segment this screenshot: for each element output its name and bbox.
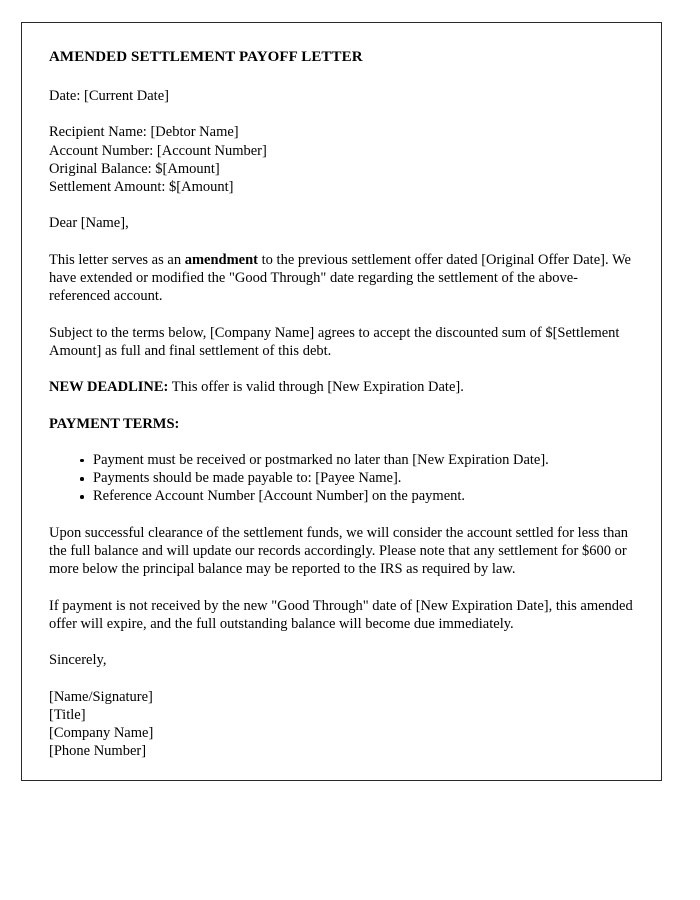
recipient-name-line: Recipient Name: [Debtor Name] [49, 124, 239, 141]
page-title: AMENDED SETTLEMENT PAYOFF LETTER [49, 49, 363, 65]
new-deadline-paragraph [49, 378, 635, 396]
signature-block [49, 688, 635, 761]
account-number-line: Account Number: [Account Number] [49, 142, 267, 159]
signature-phone: [Phone Number] [49, 743, 147, 760]
payment-terms-heading [49, 415, 635, 433]
date-line: Date: [Current Date] [49, 88, 169, 104]
settlement-amount-line: Settlement Amount: $[Amount] [49, 179, 234, 196]
amendment-text-after: to the previous settlement offer dated [Original Offer Date]. We have extended or modified the "Good Through" date regarding the settlement of the above-referenced account. [49, 251, 631, 305]
new-deadline-label: NEW DEADLINE: [49, 379, 169, 396]
closing-salutation: Sincerely, [49, 652, 107, 669]
amendment-emphasis: amendment [184, 251, 259, 268]
paragraph-clearance: Upon successful clearance of the settlement funds, we will consider the account settled for less than the full balance and will update our records accordingly. Please note that any settlement for $600 or more below the principal balance may be reported to the IRS as required by law. [49, 524, 629, 578]
letter-page [21, 22, 662, 781]
paragraph-terms: Subject to the terms below, [Company Name] agrees to accept the discounted sum of $[Settlement Amount] as full and final settlement of this debt. [49, 324, 620, 359]
amendment-text-before: This letter serves as an [49, 251, 185, 268]
list-item: Payments should be made payable to: [Payee Name]. [93, 469, 635, 487]
signature-name: [Name/Signature] [49, 688, 153, 705]
paragraph-amendment [49, 251, 635, 306]
new-deadline-text: This offer is valid through [New Expiration Date]. [168, 379, 464, 396]
signature-title: [Title] [49, 706, 86, 723]
list-item: Payment must be received or postmarked no later than [New Expiration Date]. [93, 451, 635, 469]
original-balance-line: Original Balance: $[Amount] [49, 160, 220, 177]
salutation: Dear [Name], [49, 215, 129, 232]
recipient-details [49, 123, 635, 196]
paragraph-expiry: If payment is not received by the new "Good Through" date of [New Expiration Date], this amended offer will expire, and the full outstanding balance will become due immediately. [49, 597, 633, 632]
payment-terms-list [49, 451, 635, 506]
signature-company: [Company Name] [49, 725, 154, 742]
payment-terms-heading-label: PAYMENT TERMS: [49, 415, 180, 432]
list-item: Reference Account Number [Account Number] on the payment. [93, 487, 635, 505]
